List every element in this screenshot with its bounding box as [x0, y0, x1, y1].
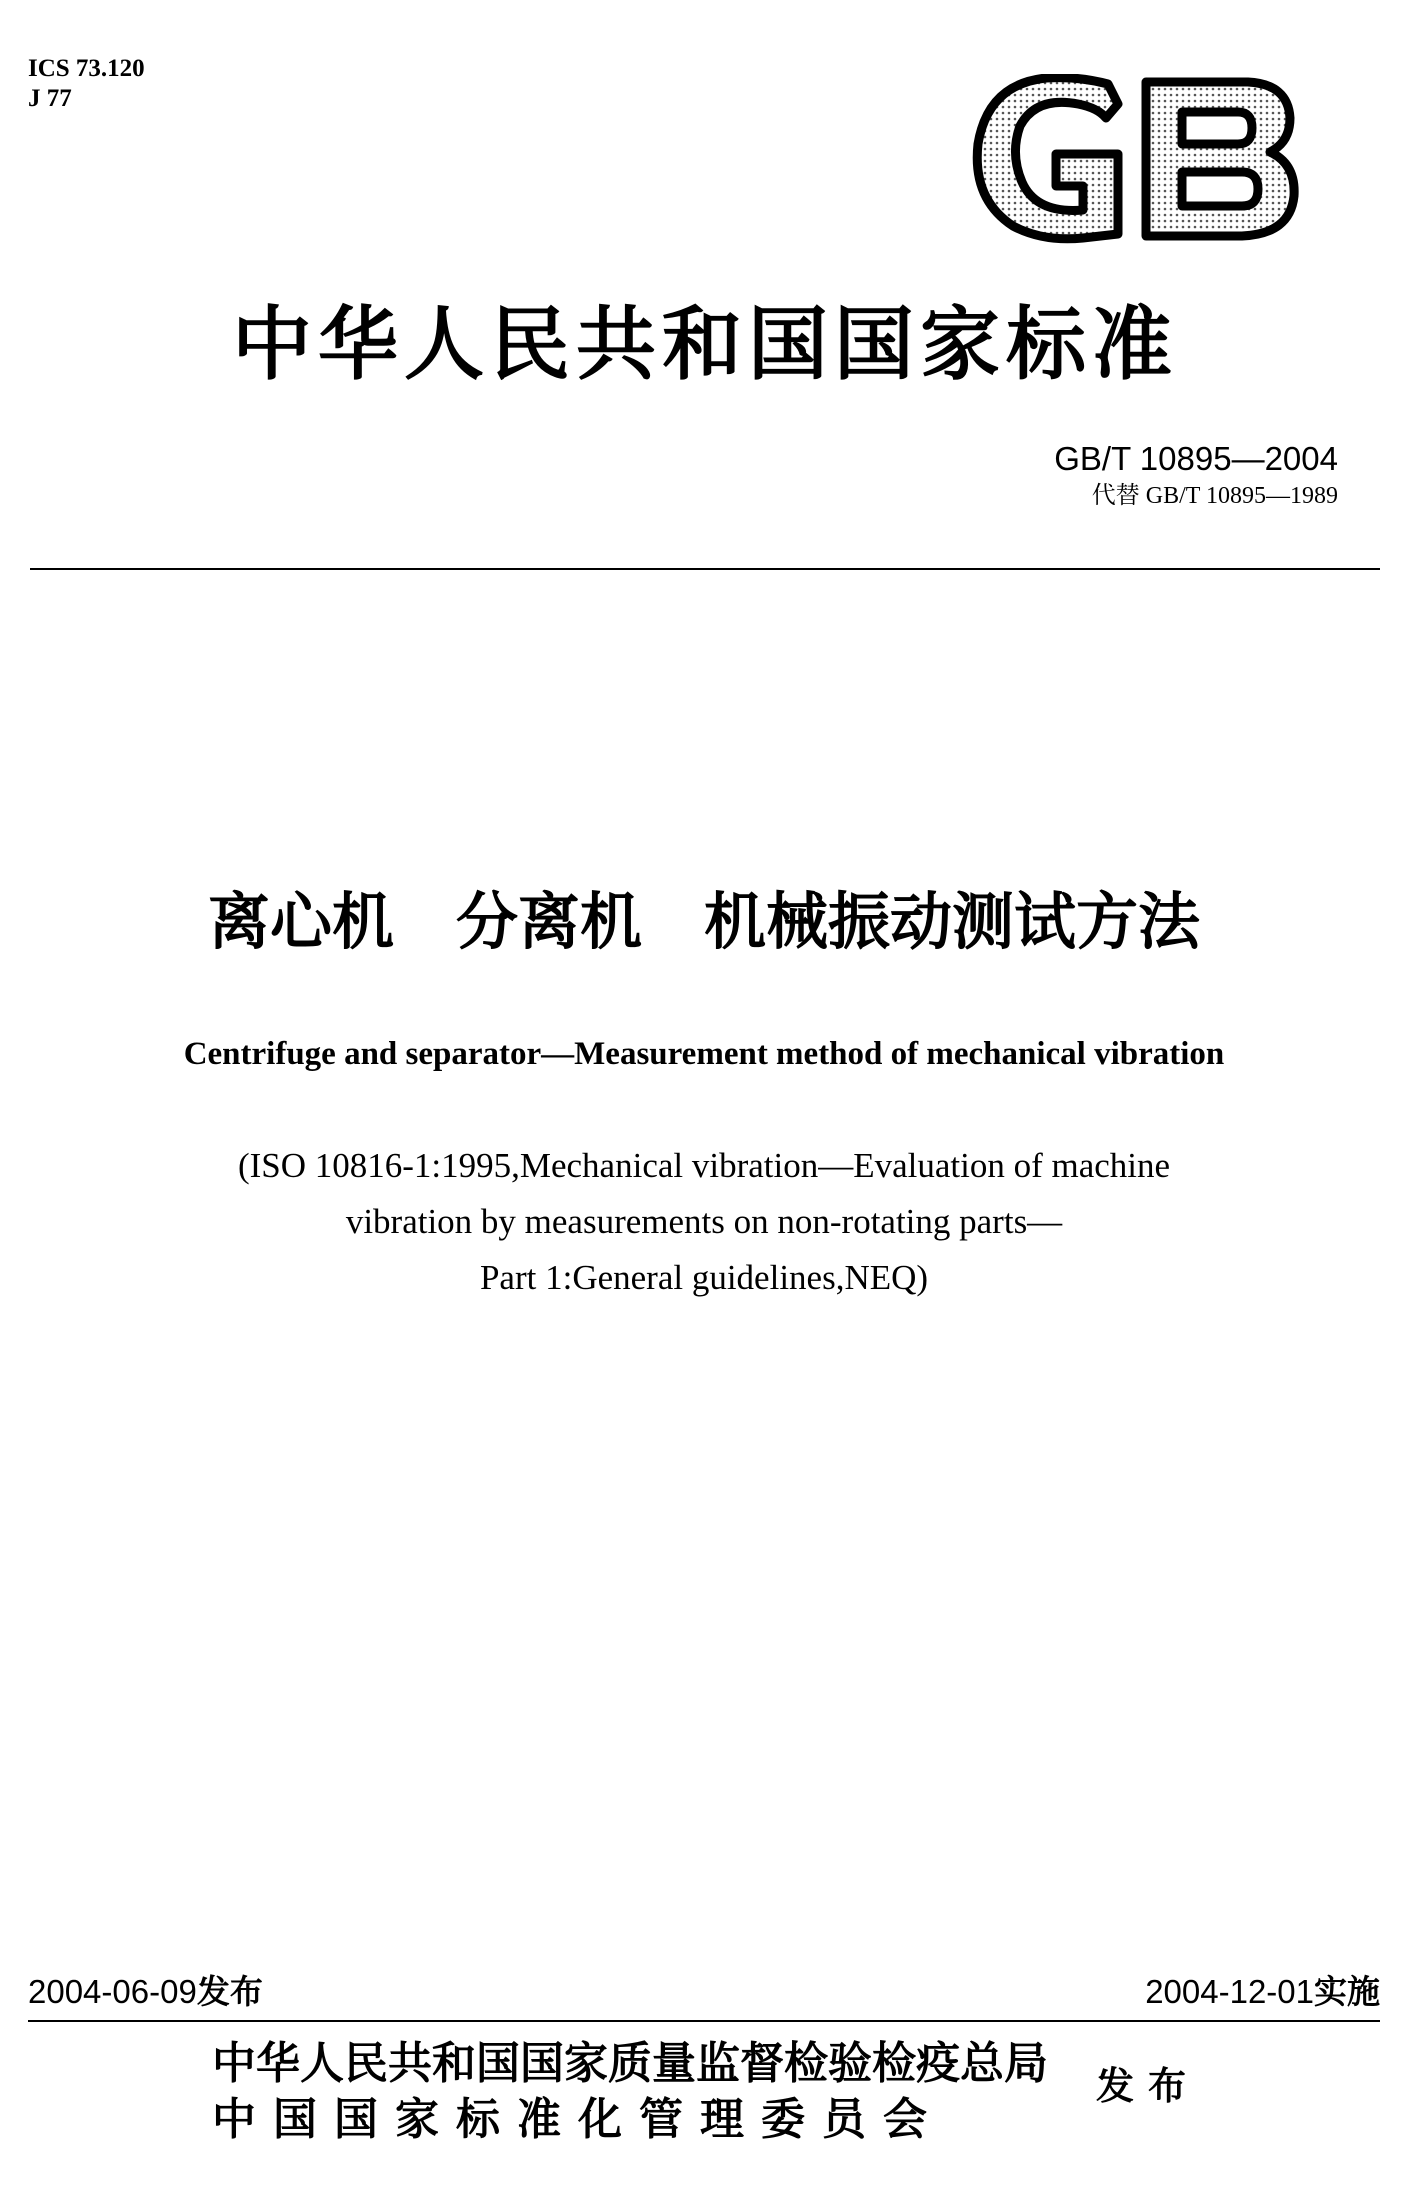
english-title: Centrifuge and separator—Measurement method of mechanical vibration	[183, 1036, 1225, 1072]
iso-reference	[0, 1138, 1408, 1306]
iso-reference-line: vibration by measurements on non-rotating parts—	[345, 1202, 1063, 1241]
effective-label: 实施	[1314, 1972, 1380, 2011]
classification-codes	[28, 54, 145, 114]
issue-label: 发布	[196, 1972, 263, 2011]
national-standard-title: 中华人民共和国国家标准	[232, 297, 1178, 391]
publisher-line-2: 中国国家标准化管理委员会	[212, 2094, 944, 2145]
bottom-divider	[28, 2020, 1380, 2022]
chinese-title: 离心机 分离机 机械振动测试方法	[207, 885, 1200, 958]
standard-code: GB/T 10895—2004	[1054, 440, 1338, 477]
gb-logo-icon	[958, 74, 1303, 244]
ccs-code: J 77	[28, 85, 72, 112]
replaced-standard: 代替 GB/T 10895—1989	[1091, 483, 1338, 509]
iso-reference-line: Part 1:General guidelines,NEQ)	[479, 1258, 929, 1297]
effective-date: 2004-12-01	[1145, 1973, 1314, 2010]
issue-date-block	[28, 1972, 263, 2012]
issue-date: 2004-06-09	[28, 1973, 197, 2010]
gb-logo	[958, 74, 1303, 244]
publish-action: 发布	[1096, 2063, 1201, 2108]
publisher-line-1: 中华人民共和国国家质量监督检验检疫总局	[212, 2038, 1048, 2089]
publisher-block	[212, 2036, 1048, 2148]
top-divider	[30, 568, 1380, 570]
ics-code: ICS 73.120	[28, 55, 145, 82]
iso-reference-line: (ISO 10816-1:1995,Mechanical vibration—Evaluation of machine	[237, 1146, 1171, 1185]
effective-date-block	[1145, 1972, 1380, 2012]
